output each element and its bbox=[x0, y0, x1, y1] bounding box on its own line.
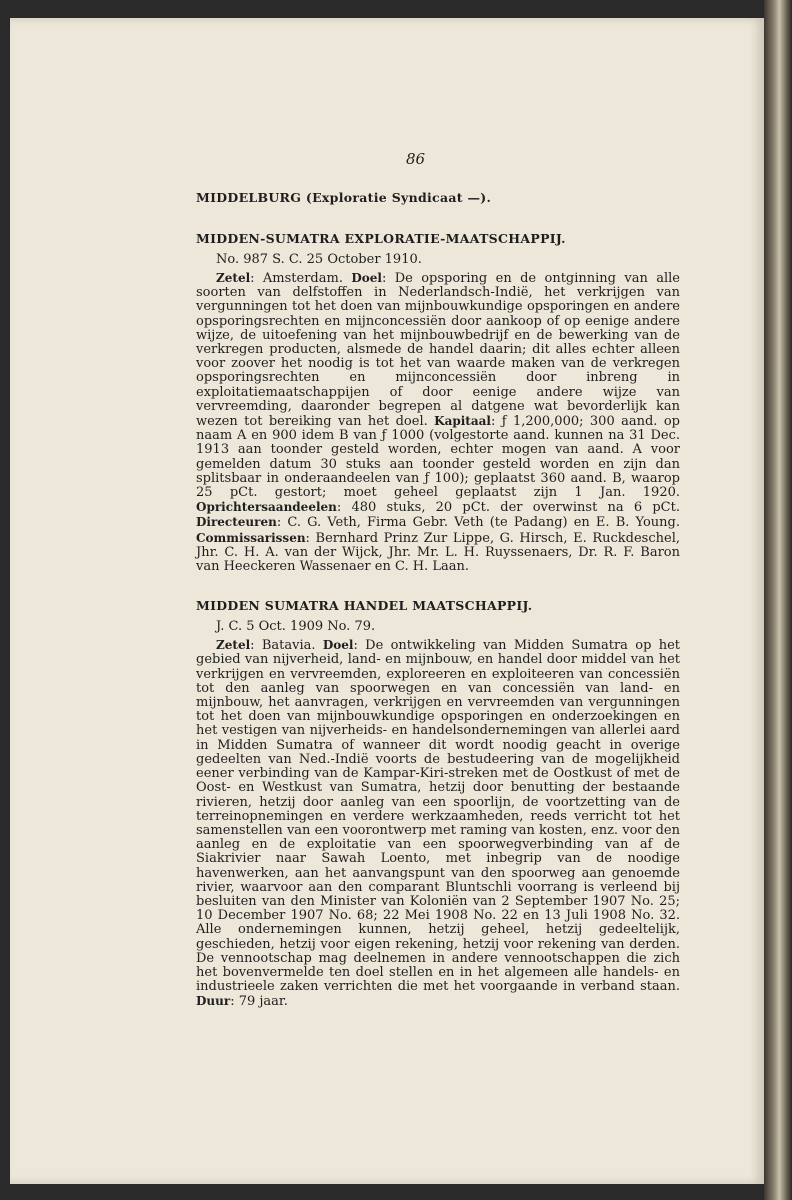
doel-label: Doel bbox=[322, 638, 354, 653]
entry-title: MIDDELBURG (Exploratie Syndicaat —). bbox=[196, 190, 492, 205]
directeuren-label: Directeuren bbox=[196, 515, 277, 530]
entry-title: MIDDEN SUMATRA HANDEL MAATSCHAPPIJ. bbox=[196, 598, 533, 614]
entry-midden-sumatra-exploratie bbox=[196, 231, 680, 574]
doel-label: Doel bbox=[351, 271, 382, 285]
entry-registration: J. C. 5 Oct. 1909 No. 79. bbox=[216, 619, 376, 635]
page-number: 86 bbox=[406, 150, 426, 168]
zetel-text: : Amsterdam. bbox=[250, 271, 352, 286]
directeuren-text: : C. G. Veth, Firma Gebr. Veth (te Padang) en E. B. Young. bbox=[276, 515, 680, 531]
zetel-label: Zetel bbox=[216, 271, 251, 285]
book-page bbox=[10, 18, 764, 1184]
book-spine-edge bbox=[764, 0, 792, 1200]
commissarissen-label: Commissarissen bbox=[196, 530, 306, 545]
doel-text: : De ontwikkeling van Midden Sumatra op het gebied van nijverheid, land- en mijnbouw, en handel door middel van het verkrijgen en vervreemden, exploreeren en exploiteeren van concessiën tot den aanleg van spoorwegen en van concessiën van land- en mijnbouw, het aanvragen, verkrijgen en vervreemden van vergunningen tot het doen van mijnbouwkundige opsporingen en onderzoekingen en het vestigen van nijverheids- en handelsondernemingen van allerlei aard in Midden Sumatra of wanneer dit wordt noodig geacht in overige gedeelten van Ned.-Indië voorts de bestudeering van de mogelijkheid eener verbinding van de Kampar-Kiri-streken met de Oostkust of met de Oost- en Westkust van Sumatra, hetzij door benutting der bestaande rivieren, hetzij door aanleg van een spoorlijn, de voortzetting van de terreinopnemingen en verdere werkzaamheden, reeds verricht tot het samenstellen van een voorontwerp met raming van kosten, enz. voor den aanleg en de exploitatie van een spoorwegverbinding van af de Siakrivier naar Sawah Loento, met inbegrip van de noodige havenwerken, aan het aanvangspunt van den spoorweg aan genoemde rivier, waarvoor aan den comparant Bluntschli voorrang is verleend bij besluiten van den Minister van Koloniën van 2 September 1907 No. 25; 10 December 1907 No. 68; 22 Mei 1908 No. 22 en 13 Juli 1908 No. 32. Alle ondernemingen kunnen, hetzij geheel, hetzij gedeeltelijk, geschieden, hetzij voor eigen rekening, hetzij voor rekening van derden. De vennootschap mag deelnemen in andere vennootschappen die zich het bovenvermelde ten doel stellen en in het algemeen alle handels- en industrieele zaken verrichten die met het voorgaande in verband staan. bbox=[196, 638, 681, 995]
duur-label: Duur bbox=[196, 994, 231, 1009]
kapitaal-label: Kapitaal bbox=[434, 414, 491, 429]
commissarissen-text: : Bernhard Prinz Zur Lippe, G. Hirsch, E. Ruckdeschel, Jhr. C. H. A. van der Wijck, Jhr. Mr. L. H. Ruyssenaers, Dr. R. F. Baron van Heeckeren Wassenaer en C. H. Laan. bbox=[196, 530, 680, 575]
page-content bbox=[196, 190, 680, 1010]
entry-registration: No. 987 S. C. 25 October 1910. bbox=[216, 252, 422, 267]
duur-text: : 79 jaar. bbox=[230, 994, 288, 1010]
doel-text: : De opsporing en de ontginning van alle soorten van delfstoffen in Nederlandsch-Indië, het verkrijgen van vergunningen tot het doen van mijnbouwkundige opsporingen en andere opsporingsrechten en mijnconcessiën door aankoop of op eenige andere wijze, de uitoefening van het mijnbouwbedrijf en de bewerking van de verkregen producten, alsmede de handel daarin; dit alles echter alleen voor zoover het noodig is tot het van waarde maken van de verkregen opsporingsrechten en mijnconcessiën door inbreng in exploitatiemaatschappijen of door eenige andere wijze van vervreemding, daaronder begrepen al datgene wat bevorderlijk kan wezen tot bereiking van het doel. bbox=[196, 271, 680, 430]
oprichters-text: : 480 stuks, 20 pCt. der overwinst na 6 pCt. bbox=[336, 500, 680, 516]
zetel-label: Zetel bbox=[216, 638, 251, 653]
entry-body bbox=[196, 638, 680, 1009]
zetel-text: : Batavia. bbox=[250, 638, 323, 654]
entry-middelburg bbox=[196, 190, 680, 205]
entry-midden-sumatra-handel bbox=[196, 598, 680, 1009]
entry-body bbox=[196, 271, 680, 574]
kapitaal-text: : ƒ 1,200,000; 300 aand. op naam A en 900 idem B van ƒ 1000 (volgestorte aand. kunnen na 31 Dec. 1913 aan toonder gesteld worden, echter mogen van aand. A voor gemelden datum 30 stuks aan toonder gesteld worden en zijn dan splitsbaar in onderaandeelen van ƒ 100); geplaatst 360 aand. B, waarop 25 pCt. gestort; moet geheel geplaatst zijn 1 Jan. 1920. bbox=[196, 414, 680, 501]
entry-title: MIDDEN-SUMATRA EXPLORATIE-MAATSCHAPPIJ. bbox=[196, 231, 566, 246]
oprichters-label: Oprichtersaandeelen bbox=[196, 500, 337, 515]
